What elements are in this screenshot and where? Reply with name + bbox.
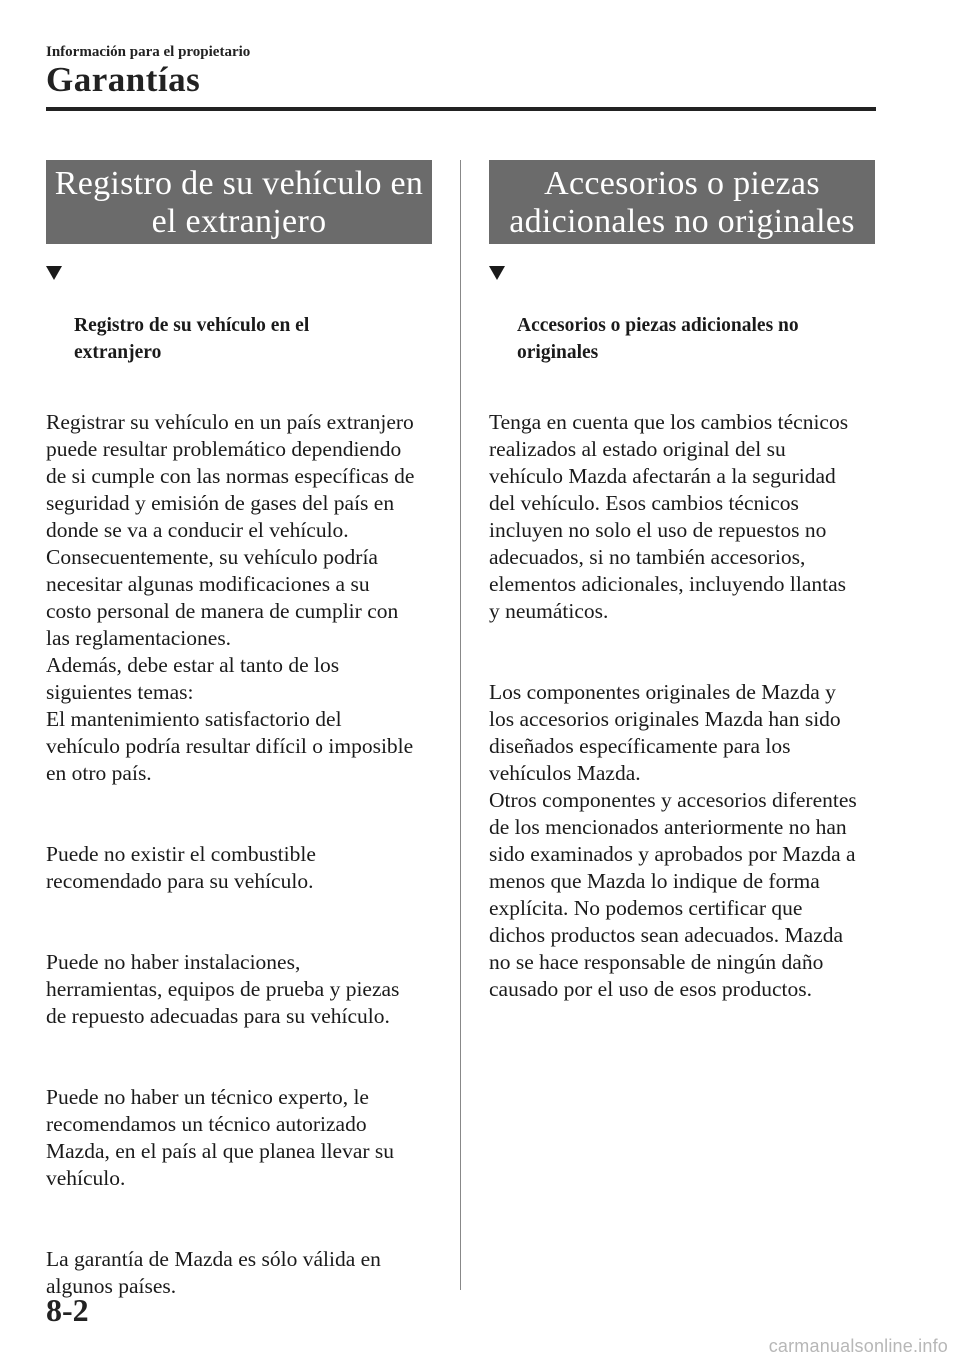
down-triangle-icon xyxy=(46,266,62,280)
paragraph: Puede no haber instalaciones, herramientas, equipos de prueba y piezas de repuesto adecuadas para su vehículo. xyxy=(46,950,400,1028)
header-rule xyxy=(46,107,876,111)
section-banner-accessories: Accesorios o piezas adicionales no originales xyxy=(489,160,875,244)
body-text-registration xyxy=(46,382,432,1327)
right-column xyxy=(489,160,875,1030)
paragraph: Tenga en cuenta que los cambios técnicos realizados al estado original del su vehículo Mazda afectarán a la seguridad del vehículo. Esos cambios técnicos incluyen no solo el uso de repuestos no adecuados, si no también accesorios, elementos adicionales, incluyendo llantas y neumáticos. xyxy=(489,410,849,623)
column-divider xyxy=(460,160,461,1290)
down-triangle-icon xyxy=(489,266,505,280)
paragraph: Registrar su vehículo en un país extranjero puede resultar problemático dependiendo de si cumple con las normas específicas de seguridad y emisión de gases del país en donde se va a conducir el vehículo. Consecuentemente, su vehículo podría necesitar algunas modificaciones a su costo personal de manera de cumplir con las reglamentaciones. Además, debe estar al tanto de los siguientes temas: El mantenimiento satisfactorio del vehículo podría resultar difícil o imposible en otro país. xyxy=(46,410,415,785)
chapter-title: Garantías xyxy=(46,60,201,99)
subheading-registration xyxy=(46,258,432,366)
paragraph: La garantía de Mazda es sólo válida en algunos países. xyxy=(46,1247,381,1298)
body-text-accessories xyxy=(489,382,875,1030)
section-banner-registration: Registro de su vehículo en el extranjero xyxy=(46,160,432,244)
subheading-label: Accesorios o piezas adicionales no originales xyxy=(517,315,799,363)
subheading-label: Registro de su vehículo en el extranjero xyxy=(74,315,310,363)
page-number: 8-2 xyxy=(46,1292,89,1328)
paragraph: Puede no haber un técnico experto, le recomendamos un técnico autorizado Mazda, en el país al que planea llevar su vehículo. xyxy=(46,1085,395,1190)
paragraph: Puede no existir el combustible recomendado para su vehículo. xyxy=(46,842,316,893)
subheading-accessories xyxy=(489,258,875,366)
section-label: Información para el propietario xyxy=(46,44,251,60)
left-column xyxy=(46,160,432,1327)
watermark: carmanualsonline.info xyxy=(768,1336,948,1356)
paragraph: Los componentes originales de Mazda y los accesorios originales Mazda han sido diseñados específicamente para los vehículos Mazda. Otros componentes y accesorios diferentes de los mencionados anteriormente no han sido examinados y aprobados por Mazda a menos que Mazda lo indique de forma explícita. No podemos certificar que dichos productos sean adecuados. Mazda no se hace responsable de ningún daño causado por el uso de esos productos. xyxy=(489,680,857,1001)
